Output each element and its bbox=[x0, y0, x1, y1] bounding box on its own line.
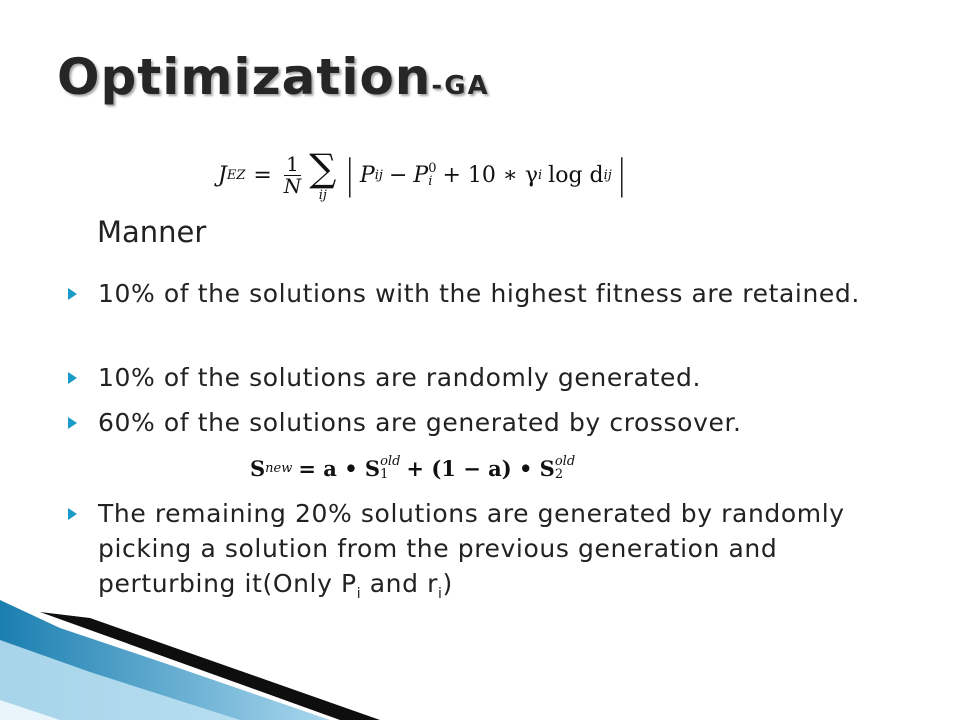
formula-p: P bbox=[359, 162, 375, 188]
formula2-mid: + (1 − a) • S bbox=[406, 455, 555, 481]
sum-symbol: ∑ bbox=[309, 145, 337, 190]
formula2-s1-sub: 1 bbox=[380, 467, 389, 482]
formula2-s1-sup: old bbox=[380, 454, 401, 469]
bullet-text: 60% of the solutions are generated by crossover. bbox=[98, 408, 742, 437]
formula-plus-term: + 10 ∗ γ bbox=[442, 162, 538, 188]
formula-p0-sub: i bbox=[428, 174, 433, 189]
bullet-4-p-sub: i bbox=[356, 586, 362, 602]
section-heading: Manner bbox=[97, 215, 207, 249]
bullet-item bbox=[68, 360, 928, 395]
sum-limit: ij bbox=[318, 187, 327, 203]
bullet-text: 10% of the solutions with the highest fitness are retained. bbox=[98, 279, 860, 308]
title-suffix: -GA bbox=[431, 71, 490, 101]
abs-close: | bbox=[618, 152, 625, 198]
formula2-s2-sup: old bbox=[554, 454, 576, 469]
formula-p0-sup: 0 bbox=[428, 161, 437, 176]
formula-lhs-sub: EZ bbox=[226, 167, 246, 183]
formula2-s-sup: new bbox=[265, 460, 293, 476]
crossover-formula bbox=[250, 448, 575, 488]
objective-formula bbox=[218, 135, 631, 215]
bullet-arrow-icon bbox=[68, 288, 77, 300]
bullet-arrow-icon bbox=[68, 372, 77, 384]
bullet-4-r-sub: i bbox=[438, 586, 443, 602]
fraction-denominator: N bbox=[283, 173, 302, 198]
bullet-text: 10% of the solutions are randomly generated. bbox=[98, 363, 701, 392]
bullet-item bbox=[68, 405, 928, 440]
formula-p0: P bbox=[413, 162, 429, 188]
bullet-arrow-icon bbox=[68, 508, 77, 520]
formula2-s: S bbox=[250, 455, 266, 481]
abs-open: | bbox=[347, 152, 354, 198]
summation bbox=[309, 145, 337, 203]
formula-p-sub: ij bbox=[374, 167, 383, 183]
formula-lhs: J bbox=[218, 162, 227, 188]
slide-title bbox=[57, 48, 490, 106]
title-main: Optimization bbox=[57, 48, 432, 106]
formula-minus: − bbox=[388, 162, 408, 188]
bullet-4-close: ) bbox=[442, 569, 453, 598]
bullet-item bbox=[68, 496, 928, 612]
bullet-arrow-icon bbox=[68, 417, 77, 429]
bullet-text bbox=[98, 496, 898, 612]
formula2-eq: = a • S bbox=[298, 455, 381, 481]
formula-d-sub: ij bbox=[603, 167, 612, 183]
bullet-4-text: The remaining 20% solutions are generated by randomly picking a solution from the previous generation and perturbing it(Only P bbox=[98, 499, 845, 598]
formula-log: log d bbox=[548, 162, 604, 188]
formula-gamma-sub: i bbox=[537, 167, 543, 183]
formula-fraction bbox=[283, 151, 302, 198]
bullet-4-and: and r bbox=[361, 569, 439, 598]
formula-eq: = bbox=[253, 162, 272, 188]
fraction-numerator: 1 bbox=[286, 151, 299, 176]
formula2-s2-sub: 2 bbox=[554, 467, 564, 482]
bullet-item bbox=[68, 276, 928, 311]
